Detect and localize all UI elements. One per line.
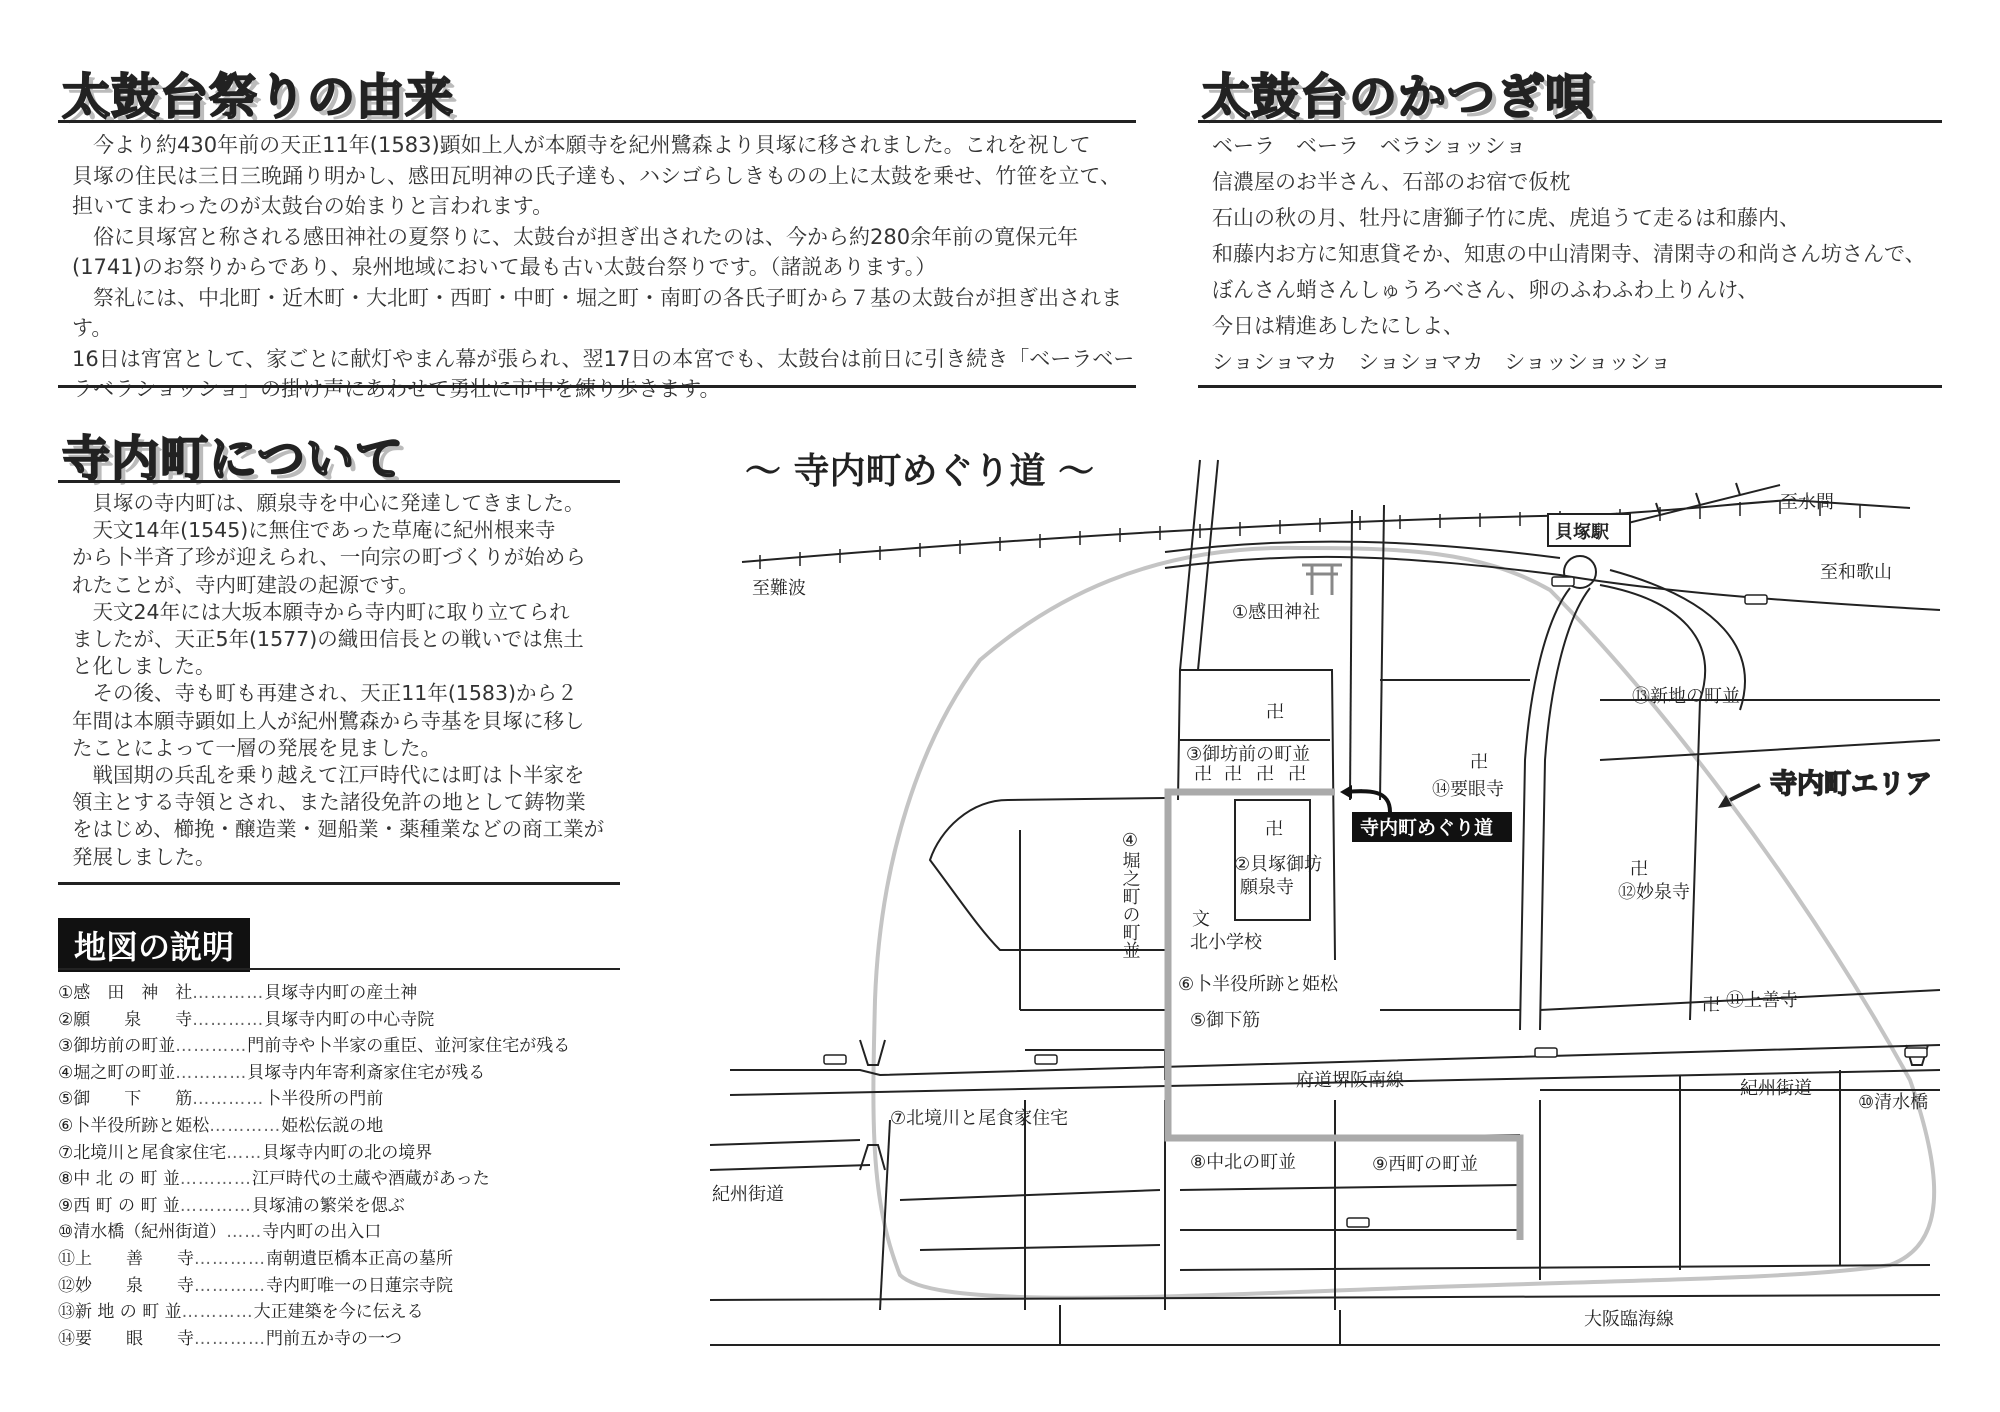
road-label-rinkai: 大阪臨海線	[1584, 1309, 1674, 1330]
lyric-line: ぼんさん蛸さんしゅうろべさん、卵のふわふわ上りんけ、	[1212, 278, 1759, 302]
legend-item-sep: …………	[194, 1248, 266, 1269]
temple-mark: 卍	[1288, 764, 1306, 785]
area-label: 寺内町エリア	[1770, 769, 1932, 800]
legend-item-name: ⑩清水橋（紀州街道）	[58, 1222, 227, 1243]
legend-item-desc: 寺内町唯一の日蓮宗寺院	[266, 1275, 453, 1296]
legend-item-desc: 大正建築を今に伝える	[253, 1302, 424, 1323]
legend-item-desc: 貝塚浦の繁栄を偲ぶ	[251, 1195, 405, 1216]
lyric-line: 石山の秋の月、牡丹に唐獅子竹に虎、虎追うて走るは和藤内、	[1212, 206, 1800, 230]
legend-item-sep: …………	[194, 1328, 266, 1349]
legend-item-desc: 貝塚寺内町の中心寺院	[264, 1009, 435, 1030]
temple-mark: 卍	[1194, 764, 1212, 785]
legend-item-name: ⑪上 善 寺	[58, 1248, 194, 1269]
temple-mark: 卍	[1224, 764, 1242, 785]
legend-item-sep: ……	[226, 1142, 263, 1163]
legend-item-name: ①感 田 神 社	[58, 983, 193, 1003]
legend-item-sep: …………	[181, 1302, 254, 1323]
place-label-p7: ⑦北境川と尾食家住宅	[890, 1108, 1069, 1129]
temple-mark: 卍	[1702, 995, 1720, 1016]
origin-title: 太鼓台祭りの由来	[62, 69, 455, 125]
legend-item-sep: …………	[209, 1115, 282, 1136]
legend-item-sep: …………	[192, 1089, 265, 1110]
temple-mark: 卍	[1256, 764, 1274, 785]
legend-item-name: ⑭要 眼 寺	[58, 1328, 194, 1349]
legend-item-name: ⑤御 下 筋	[58, 1089, 193, 1110]
lyric-line: 信濃屋のお半さん、石部のお宿で仮枕	[1212, 170, 1571, 194]
place-label-p10: ⑩清水橋	[1858, 1092, 1929, 1113]
legend-item-desc: 寺内町の出入口	[262, 1222, 382, 1243]
legend-title: 地図の説明	[58, 918, 250, 972]
legend-item-name: ⑦北境川と尾食家住宅	[58, 1142, 227, 1163]
map-title: ～ 寺内町めぐり道 ～	[745, 451, 1095, 492]
temple-mark: 卍	[1630, 859, 1648, 880]
legend-item-name: ⑬新 地 の 町 並	[58, 1302, 182, 1323]
legend-item-sep: …………	[194, 1275, 266, 1296]
place-label-school: 北小学校	[1190, 932, 1262, 953]
bus-stop-icons	[824, 577, 1927, 1227]
road-label-kishu-east: 紀州街道	[1740, 1078, 1812, 1099]
legend-item-sep: …………	[192, 1009, 265, 1030]
temple-mark: 卍	[1266, 702, 1284, 723]
place-label-p11: ⑪上善寺	[1726, 990, 1798, 1011]
jinaimachi-text: 貝塚の寺内町は、願泉寺を中心に発達してきました。 天文14年(1545)に無住であった草庵に紀州根来寺 から卜半斉了珍が迎えられ、一向宗の町づくりが始めら れたことが、寺内町建設の起源です。 天文24年には大坂本願寺から寺内町に取り立てられ ましたが、天正5年(1577)の織田信長との戦いでは焦土 と化しました。 その後、寺も町も再建され、天正11年(1583)から２ 年間は本願寺顕如上人が紀州鷺森から寺基を貝塚に移し たことによって一層の発展を見ました。 戦国期の兵乱を乗り越えて江戸時代には町は卜半家を 領主とする寺領とされ、また諸役免許の地として鋳物業 をはじめ、櫛挽・醸造業・廻船業・薬種業などの商工業が 発展しました。	[72, 491, 605, 869]
origin-text: 今より約430年前の天正11年(1583)顕如上人が本願寺を紀州鷺森より貝塚に移されました。これを祝して 貝塚の住民は三日三晩踊り明かし、感田瓦明神の氏子達も、ハシゴらしきものの上に太鼓を乗せ、竹笹を立て、 担いてまわったのが太鼓台の始まりと言われます。 俗に貝塚宮と称される感田神社の夏祭りに、太鼓台が担ぎ出されたのは、今から約280余年前の寛保元年 (1741)のお祭りからであり、泉州地域において最も古い太鼓台祭りです。（諸説あります。） 祭礼には、中北町・近木町・大北町・西町・中町・堀之町・南町の各氏子町から７基の太鼓台が担ぎ出されます。 16日は宵宮として、家ごとに献灯やまん幕が張られ、翌17日の本宮でも、太鼓台は前日に引き続き「ベーラベー ラベラショッショ」の掛け声にあわせて勇壮に市中を練り歩きます。	[72, 133, 1135, 401]
place-label-p4: ④堀之町の町並	[1119, 830, 1141, 959]
to-wakayama-label: 至和歌山	[1820, 562, 1892, 583]
road-network	[710, 460, 1940, 1345]
place-label-p6: ⑥卜半役所跡と姫松	[1178, 974, 1339, 995]
legend-item-sep: …………	[179, 1169, 252, 1190]
lyric-line: ショショマカ ショショマカ ショッショッショ	[1212, 350, 1672, 374]
route-label: 寺内町めぐり道	[1360, 817, 1494, 839]
road-label-kishu-west: 紀州街道	[712, 1184, 784, 1205]
legend-item-name: ⑥卜半役所跡と姫松	[58, 1115, 210, 1136]
place-label-p14: ⑭要眼寺	[1432, 779, 1504, 800]
torii-icon	[1302, 565, 1342, 595]
place-label-p2b: 願泉寺	[1240, 877, 1294, 898]
lyric-line: ベーラ ベーラ ベラショッショ	[1212, 134, 1527, 158]
legend-item-desc: 南朝遺臣橋本正高の墓所	[266, 1248, 453, 1269]
legend-item-desc: 門前五か寺の一つ	[266, 1328, 402, 1349]
legend-item-name: ②願 泉 寺	[58, 1009, 193, 1030]
place-label-p2a: ②貝塚御坊	[1234, 854, 1323, 875]
legend-item-name: ⑨西 町 の 町 並	[58, 1195, 180, 1216]
legend-item-sep: …………	[175, 1062, 248, 1083]
road-label-fudo: 府道堺阪南線	[1296, 1070, 1404, 1091]
legend-item-desc: 卜半役所の門前	[264, 1089, 384, 1110]
legend-item-desc: 江戸時代の土蔵や酒蔵があった	[251, 1169, 490, 1190]
to-mizuma-label: 至水間	[1780, 492, 1834, 513]
place-label-p1: ①感田神社	[1232, 602, 1321, 623]
to-namba-label: 至難波	[752, 578, 806, 599]
legend-item-sep: …………	[179, 1195, 252, 1216]
temple-mark: 卍	[1265, 819, 1283, 840]
place-label-p8: ⑧中北の町並	[1190, 1152, 1297, 1173]
temple-mark: 卍	[1470, 752, 1488, 773]
legend-item-name: ④堀之町の町並	[58, 1062, 176, 1083]
legend-item-name: ⑫妙 泉 寺	[58, 1275, 194, 1296]
station-label: 貝塚駅	[1555, 522, 1609, 543]
jinaimachi-area-outline	[873, 548, 1934, 1298]
legend-item-sep: ……	[226, 1222, 263, 1243]
place-label-p3: ③御坊前の町並	[1186, 744, 1311, 765]
legend-item-desc: 貝塚寺内年寄利斎家住宅が残る	[247, 1062, 486, 1083]
legend-item-desc: 姫松伝説の地	[281, 1115, 384, 1136]
place-label-p13: ⑬新地の町並	[1632, 686, 1740, 707]
legend-item-desc: 貝塚寺内町の産土神	[264, 983, 418, 1003]
jinaimachi-title: 寺内町について	[62, 431, 405, 487]
legend-item-desc: 門前寺や卜半家の重臣、並河家住宅が残る	[247, 1036, 571, 1057]
place-label-p9: ⑨西町の町並	[1372, 1154, 1479, 1175]
legend-item-name: ③御坊前の町並	[58, 1036, 176, 1057]
area-arrow-icon	[1730, 785, 1760, 800]
legend-item-desc: 貝塚寺内町の北の境界	[262, 1142, 433, 1163]
place-label-p12: ⑫妙泉寺	[1618, 882, 1690, 903]
place-label-p5: ⑤御下筋	[1190, 1010, 1261, 1031]
legend-item-sep: …………	[175, 1036, 248, 1057]
route-arrowhead-icon	[1340, 785, 1352, 799]
school-mark: 文	[1192, 909, 1210, 930]
legend-item-sep: …………	[192, 983, 265, 1003]
legend-item-name: ⑧中 北 の 町 並	[58, 1169, 180, 1190]
lyric-line: 今日は精進あしたにしよ、	[1212, 314, 1464, 338]
song-title: 太鼓台のかつぎ唄	[1202, 69, 1595, 125]
lyric-line: 和藤内お方に知恵貸そか、知恵の中山清閑寺、清閑寺の和尚さん坊さんで、	[1212, 242, 1926, 266]
